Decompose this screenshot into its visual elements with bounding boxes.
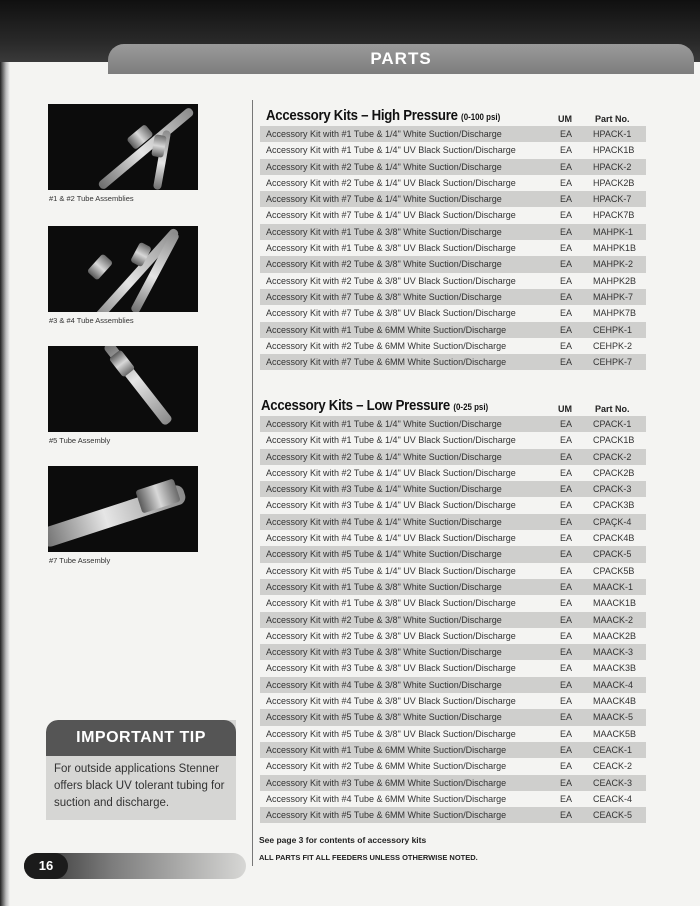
table-row <box>260 465 646 481</box>
table-row <box>260 159 646 175</box>
row-part-number: MAHPK7B <box>593 308 637 319</box>
row-part-number: MAACK-1 <box>593 581 634 592</box>
column-header-part-no: Part No. <box>595 114 630 124</box>
table-row <box>260 126 646 142</box>
row-description: Accessory Kit with #3 Tube & 1/4" UV Black Suction/Discharge <box>266 500 516 511</box>
row-part-number: CEACK-2 <box>593 761 633 772</box>
table-row <box>260 481 646 497</box>
photo-caption: #3 & #4 Tube Assemblies <box>49 316 134 325</box>
row-description: Accessory Kit with #5 Tube & 3/8" UV Black Suction/Discharge <box>266 728 516 739</box>
row-part-number: CPACK5B <box>593 565 635 576</box>
row-part-number: MAACK5B <box>593 728 637 739</box>
row-um: EA <box>560 598 573 609</box>
row-description: Accessory Kit with #1 Tube & 3/8" UV Black Suction/Discharge <box>266 243 516 254</box>
row-part-number: MAHPK-7 <box>593 291 634 302</box>
row-description: Accessory Kit with #7 Tube & 6MM White Suction/Discharge <box>266 357 507 368</box>
row-description: Accessory Kit with #7 Tube & 1/4" UV Black Suction/Discharge <box>266 210 516 221</box>
row-um: EA <box>560 663 573 674</box>
row-description: Accessory Kit with #1 Tube & 3/8" UV Black Suction/Discharge <box>266 598 516 609</box>
table-row <box>260 775 646 791</box>
table-row <box>260 191 646 207</box>
row-description: Accessory Kit with #2 Tube & 3/8" UV Black Suction/Discharge <box>266 275 516 286</box>
row-description: Accessory Kit with #4 Tube & 1/4" White Suction/Discharge <box>266 516 502 527</box>
row-description: Accessory Kit with #2 Tube & 1/4" White Suction/Discharge <box>266 161 502 172</box>
row-description: Accessory Kit with #1 Tube & 3/8" White Suction/Discharge <box>266 226 502 237</box>
table-header <box>260 394 646 416</box>
row-description: Accessory Kit with #2 Tube & 3/8" White Suction/Discharge <box>266 614 502 625</box>
tip-body: For outside applications Stenner offers black UV tolerant tubing for suction and discharge. <box>54 763 225 809</box>
compatibility-note: ALL PARTS FIT ALL FEEDERS UNLESS OTHERWISE NOTED. <box>259 853 478 862</box>
table-body <box>260 126 646 370</box>
row-description: Accessory Kit with #1 Tube & 1/4" White Suction/Discharge <box>266 419 502 429</box>
tube-photo-1-2 <box>48 104 198 190</box>
row-part-number: HPACK1B <box>593 145 635 156</box>
row-part-number: HPACK-2 <box>593 161 632 172</box>
table-row <box>260 563 646 579</box>
table-title-text: Accessory Kits – Low Pressure <box>261 397 450 414</box>
table-row <box>260 514 646 530</box>
fitting-image <box>87 253 113 280</box>
row-part-number: CEACK-4 <box>593 793 633 804</box>
row-um: EA <box>560 581 573 592</box>
row-part-number: CPACK4B <box>593 533 635 544</box>
row-description: Accessory Kit with #7 Tube & 1/4" White Suction/Discharge <box>266 194 502 205</box>
row-part-number: CEHPK-1 <box>593 324 633 335</box>
row-um: EA <box>560 308 573 319</box>
left-edge-rule <box>0 62 10 906</box>
row-description: Accessory Kit with #4 Tube & 6MM White Suction/Discharge <box>266 793 507 804</box>
row-description: Accessory Kit with #4 Tube & 3/8" UV Black Suction/Discharge <box>266 696 516 707</box>
low-pressure-table <box>260 394 646 823</box>
row-um: EA <box>560 630 573 641</box>
tip-heading: IMPORTANT TIP <box>46 720 236 756</box>
row-description: Accessory Kit with #4 Tube & 3/8" White Suction/Discharge <box>266 679 502 690</box>
row-part-number: CPACK-2 <box>593 451 632 462</box>
row-part-number: CEACK-3 <box>593 777 633 788</box>
row-um: EA <box>560 177 573 188</box>
row-um: EA <box>560 145 573 156</box>
row-part-number: MAHPK1B <box>593 243 637 254</box>
tube-photo-5 <box>48 346 198 432</box>
row-description: Accessory Kit with #2 Tube & 1/4" White Suction/Discharge <box>266 451 502 462</box>
table-row <box>260 644 646 660</box>
table-row <box>260 628 646 644</box>
table-row <box>260 273 646 289</box>
row-description: Accessory Kit with #3 Tube & 3/8" UV Black Suction/Discharge <box>266 663 516 674</box>
row-description: Accessory Kit with #1 Tube & 1/4" White Suction/Discharge <box>266 129 502 139</box>
high-pressure-table <box>260 104 646 370</box>
row-part-number: HPACK7B <box>593 210 635 221</box>
table-row <box>260 579 646 595</box>
row-part-number: CPACK1B <box>593 435 635 446</box>
column-divider <box>252 100 253 866</box>
row-part-number: MAACK-5 <box>593 712 634 723</box>
row-part-number: CEHPK-2 <box>593 340 633 351</box>
column-header-um: UM <box>558 404 572 414</box>
row-um: EA <box>560 324 573 335</box>
table-row <box>260 791 646 807</box>
row-part-number: HPACK-7 <box>593 194 632 205</box>
row-part-number: CPACK-5 <box>593 549 632 560</box>
row-um: EA <box>560 549 573 560</box>
row-part-number: MAHPK-2 <box>593 259 634 270</box>
row-um: EA <box>560 275 573 286</box>
row-um: EA <box>560 467 573 478</box>
table-row <box>260 660 646 676</box>
fitting-image <box>135 478 180 513</box>
row-part-number: CPACK-3 <box>593 484 632 495</box>
table-row <box>260 449 646 465</box>
row-description: Accessory Kit with #2 Tube & 6MM White Suction/Discharge <box>266 761 507 772</box>
row-um: EA <box>560 451 573 462</box>
row-um: EA <box>560 679 573 690</box>
pressure-range: (0-100 psi) <box>461 112 501 122</box>
row-um: EA <box>560 533 573 544</box>
row-um: EA <box>560 777 573 788</box>
row-um: EA <box>560 647 573 658</box>
row-um: EA <box>560 340 573 351</box>
row-description: Accessory Kit with #7 Tube & 3/8" White Suction/Discharge <box>266 291 502 302</box>
table-row <box>260 546 646 562</box>
row-description: Accessory Kit with #1 Tube & 3/8" White Suction/Discharge <box>266 581 502 592</box>
page-number: 16 <box>24 853 68 879</box>
row-part-number: CEACK-5 <box>593 810 633 821</box>
column-header-um: UM <box>558 114 572 124</box>
row-um: EA <box>560 194 573 205</box>
row-description: Accessory Kit with #3 Tube & 3/8" White Suction/Discharge <box>266 647 502 658</box>
table-row <box>260 709 646 725</box>
row-um: EA <box>560 696 573 707</box>
row-um: EA <box>560 728 573 739</box>
table-row <box>260 807 646 823</box>
row-description: Accessory Kit with #5 Tube & 3/8" White Suction/Discharge <box>266 712 502 723</box>
row-part-number: HPACK-1 <box>593 129 632 139</box>
table-row <box>260 142 646 158</box>
table-row <box>260 612 646 628</box>
row-description: Accessory Kit with #2 Tube & 1/4" UV Black Suction/Discharge <box>266 177 516 188</box>
row-part-number: MAACK-2 <box>593 614 634 625</box>
row-part-number: CEHPK-7 <box>593 357 633 368</box>
row-description: Accessory Kit with #5 Tube & 6MM White Suction/Discharge <box>266 810 507 821</box>
table-row <box>260 289 646 305</box>
table-row <box>260 677 646 693</box>
row-part-number: MAACK3B <box>593 663 637 674</box>
row-part-number: CEACK-1 <box>593 744 633 755</box>
row-description: Accessory Kit with #4 Tube & 1/4" UV Black Suction/Discharge <box>266 533 516 544</box>
row-description: Accessory Kit with #5 Tube & 1/4" White Suction/Discharge <box>266 549 502 560</box>
important-tip-box <box>46 720 236 820</box>
row-part-number: CPACK2B <box>593 467 635 478</box>
table-title <box>266 107 500 124</box>
row-um: EA <box>560 744 573 755</box>
table-row <box>260 175 646 191</box>
row-part-number: CPAÇK-4 <box>593 516 632 527</box>
row-um: EA <box>560 614 573 625</box>
photo-caption: #5 Tube Assembly <box>49 436 111 445</box>
row-description: Accessory Kit with #3 Tube & 1/4" White Suction/Discharge <box>266 484 502 495</box>
table-row <box>260 256 646 272</box>
row-description: Accessory Kit with #2 Tube & 3/8" UV Black Suction/Discharge <box>266 630 516 641</box>
row-description: Accessory Kit with #1 Tube & 1/4" UV Black Suction/Discharge <box>266 145 516 156</box>
row-um: EA <box>560 226 573 237</box>
row-um: EA <box>560 565 573 576</box>
row-um: EA <box>560 712 573 723</box>
photo-caption: #1 & #2 Tube Assemblies <box>49 194 134 203</box>
table-row <box>260 207 646 223</box>
row-description: Accessory Kit with #2 Tube & 6MM White Suction/Discharge <box>266 340 507 351</box>
table-row <box>260 432 646 448</box>
tube-photo-3-4 <box>48 226 198 312</box>
table-row <box>260 742 646 758</box>
table-header <box>260 104 646 126</box>
row-part-number: MAACK4B <box>593 696 637 707</box>
row-part-number: MAACK1B <box>593 598 637 609</box>
table-title <box>261 397 488 414</box>
row-um: EA <box>560 810 573 821</box>
table-row <box>260 224 646 240</box>
row-description: Accessory Kit with #7 Tube & 3/8" UV Black Suction/Discharge <box>266 308 516 319</box>
tube-image <box>97 106 195 190</box>
section-title: PARTS <box>108 44 694 74</box>
table-row <box>260 595 646 611</box>
table-row <box>260 240 646 256</box>
row-um: EA <box>560 435 573 446</box>
row-um: EA <box>560 500 573 511</box>
table-row <box>260 726 646 742</box>
row-part-number: MAACK2B <box>593 630 637 641</box>
table-title-text: Accessory Kits – High Pressure <box>266 107 458 124</box>
row-um: EA <box>560 291 573 302</box>
row-um: EA <box>560 259 573 270</box>
row-description: Accessory Kit with #1 Tube & 1/4" UV Black Suction/Discharge <box>266 435 516 446</box>
row-um: EA <box>560 419 573 429</box>
row-um: EA <box>560 161 573 172</box>
row-description: Accessory Kit with #1 Tube & 6MM White Suction/Discharge <box>266 744 507 755</box>
page-reference-note: See page 3 for contents of accessory kits <box>259 835 427 845</box>
row-um: EA <box>560 210 573 221</box>
table-row <box>260 530 646 546</box>
row-um: EA <box>560 516 573 527</box>
row-um: EA <box>560 129 573 139</box>
row-um: EA <box>560 793 573 804</box>
row-part-number: MAACK-3 <box>593 647 634 658</box>
row-description: Accessory Kit with #1 Tube & 6MM White Suction/Discharge <box>266 324 507 335</box>
row-part-number: HPACK2B <box>593 177 635 188</box>
table-row <box>260 497 646 513</box>
row-part-number: CPACK-1 <box>593 419 632 429</box>
row-description: Accessory Kit with #2 Tube & 1/4" UV Black Suction/Discharge <box>266 467 516 478</box>
row-um: EA <box>560 243 573 254</box>
row-description: Accessory Kit with #2 Tube & 3/8" White Suction/Discharge <box>266 259 502 270</box>
table-row <box>260 693 646 709</box>
row-um: EA <box>560 484 573 495</box>
row-description: Accessory Kit with #5 Tube & 1/4" UV Black Suction/Discharge <box>266 565 516 576</box>
table-row <box>260 416 646 432</box>
row-part-number: MAACK-4 <box>593 679 634 690</box>
tube-photo-7 <box>48 466 198 552</box>
pressure-range: (0-25 psi) <box>453 402 489 412</box>
row-um: EA <box>560 357 573 368</box>
row-um: EA <box>560 761 573 772</box>
row-part-number: MAHPK-1 <box>593 226 634 237</box>
table-row <box>260 354 646 370</box>
row-description: Accessory Kit with #3 Tube & 6MM White Suction/Discharge <box>266 777 507 788</box>
table-row <box>260 758 646 774</box>
column-header-part-no: Part No. <box>595 404 630 414</box>
table-row <box>260 322 646 338</box>
photo-caption: #7 Tube Assembly <box>49 556 111 565</box>
table-row <box>260 305 646 321</box>
table-body <box>260 416 646 823</box>
row-part-number: CPACK3B <box>593 500 635 511</box>
table-row <box>260 338 646 354</box>
row-part-number: MAHPK2B <box>593 275 637 286</box>
